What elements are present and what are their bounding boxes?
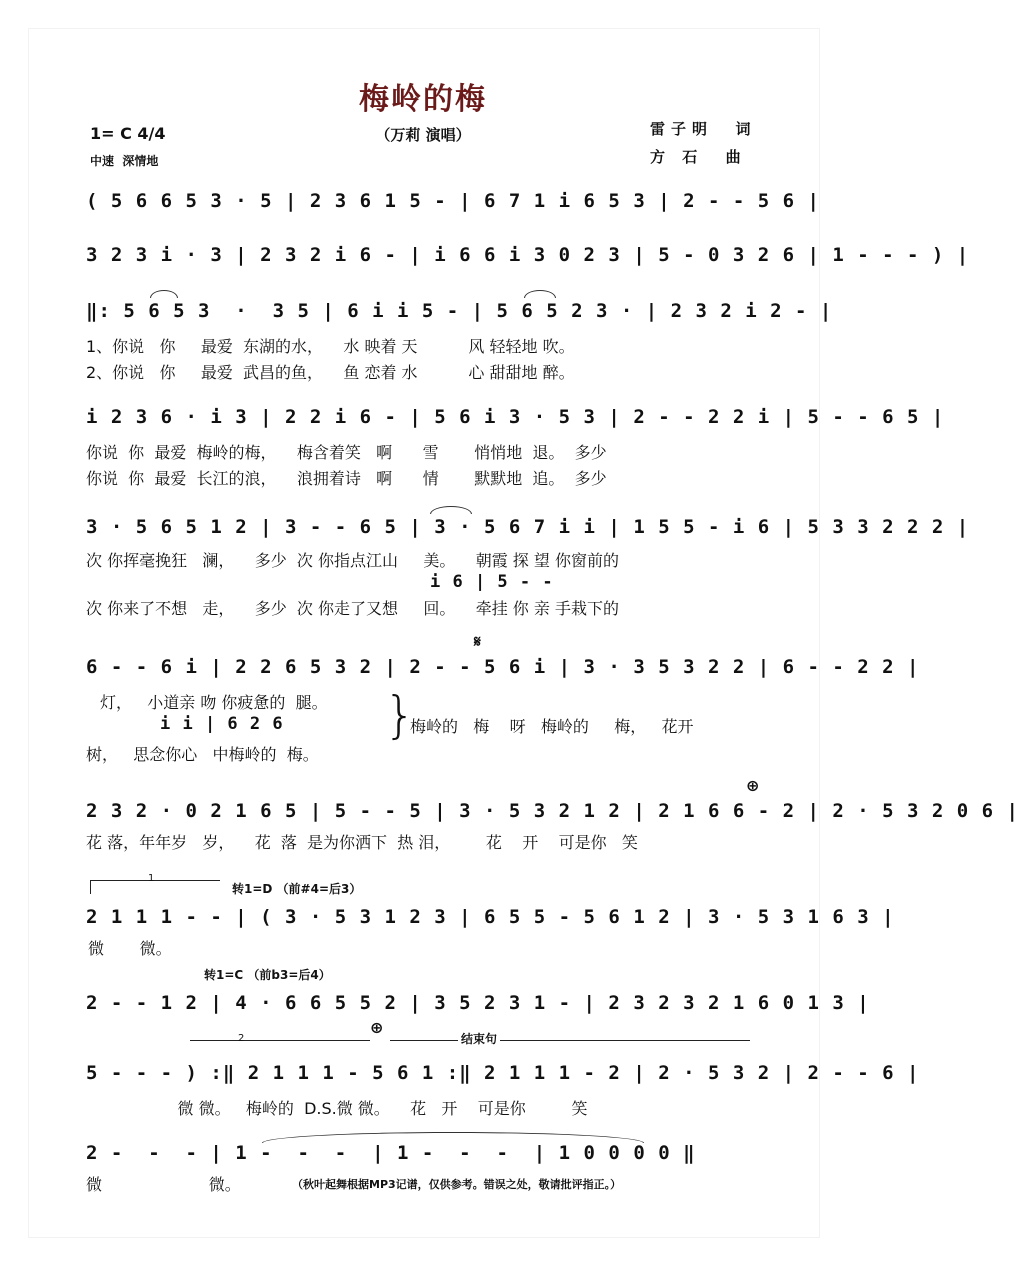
- music-line-3: ‖: 5 6 5 3 · 3 5 | 6 i i 5 - | 5 6 5 2 3 · | 2 3 2 i 2 - |: [86, 300, 833, 322]
- ending-bracket: [390, 1040, 750, 1041]
- lyric-verse1-line-5: 次 你挥毫挽狂 澜， 多少 次 你指点江山 美。 朝霞 探 望 你窗前的: [86, 551, 619, 570]
- alt-music-6: i i | 6 2 6: [160, 714, 284, 734]
- transcriber-footnote: （秋叶起舞根据MP3记谱，仅供参考。错误之处，敬请批评指正。）: [292, 1178, 622, 1191]
- volta-number-2: 2: [238, 1033, 245, 1044]
- music-line-10: 5 - - - ) :‖ 2 1 1 1 - 5 6 1 :‖ 2 1 1 1 - 2 | 2 · 5 3 2 | 2 - - 6 |: [86, 1062, 920, 1084]
- chorus-lyric: 梅岭的 梅 呀 梅岭的 梅， 花开: [410, 717, 694, 736]
- lyric-line-10: 微 微。 梅岭的 D.S.微 微。 花 开 可是你 笑: [86, 1099, 588, 1118]
- coda-icon: ⊕: [746, 776, 760, 795]
- lyric-line-7: 花 落，年年岁 岁， 花 落 是为你洒下 热 泪， 花 开 可是你 笑: [86, 833, 638, 852]
- alt-music-5: i 6 | 5 - -: [430, 572, 554, 592]
- volta-bracket-1: [90, 880, 220, 881]
- lyric-line-8: 微 微。: [88, 939, 172, 958]
- music-line-11: 2 - - - | 1 - - - | 1 - - - | 1 0 0 0 0 ‖: [86, 1142, 696, 1164]
- key-signature: 1= C 4/4: [90, 124, 166, 143]
- music-line-9: 2 - - 1 2 | 4 · 6 6 5 5 2 | 3 5 2 3 1 - | 2 3 2 3 2 1 6 0 1 3 |: [86, 992, 870, 1014]
- segno-icon: 𝄋: [474, 632, 481, 651]
- music-line-2: 3 2 3 i · 3 | 2 3 2 i 6 - | i 6 6 i 3 0 2 3 | 5 - 0 3 2 6 | 1 - - - ) |: [86, 244, 970, 266]
- music-line-1: ( 5 6 6 5 3 · 5 | 2 3 6 1 5 - | 6 7 1 i 6 5 3 | 2 - - 5 6 |: [86, 190, 820, 212]
- lyric-line-11: 微 微。: [86, 1175, 241, 1194]
- music-line-7: 2 3 2 · 0 2 1 6 5 | 5 - - 5 | 3 · 5 3 2 1 2 | 2 1 6 6 - 2 | 2 · 5 3 2 0 6 |: [86, 800, 1019, 822]
- ending-label: 结束句: [458, 1030, 500, 1047]
- composer-credit: 方 石 曲: [650, 148, 747, 166]
- tempo-marking: 中速 深情地: [90, 154, 159, 168]
- music-line-8: 2 1 1 1 - - | ( 3 · 5 3 1 2 3 | 6 5 5 - 5 6 1 2 | 3 · 5 3 1 6 3 |: [86, 906, 895, 928]
- lyric-verse2-line-3: 2、你说 你 最爱 武昌的鱼， 鱼 恋着 水 心 甜甜地 醉。: [86, 363, 575, 382]
- volta-bracket-2: [190, 1040, 370, 1041]
- volta-bracket-edge: [90, 880, 91, 894]
- volta-number-1: 1: [148, 873, 155, 884]
- brace-icon: }: [384, 686, 416, 744]
- lyric-verse1-line-6: 灯， 小道亲 吻 你疲惫的 腿。: [100, 693, 328, 712]
- singer-credit: （万莉 演唱）: [375, 126, 471, 144]
- lyric-verse2-line-5: 次 你来了不想 走， 多少 次 你走了又想 回。 牵挂 你 亲 手栽下的: [86, 599, 619, 618]
- lyric-verse1-line-4: 你说 你 最爱 梅岭的梅， 梅含着笑 啊 雪 悄悄地 退。 多少: [86, 443, 607, 462]
- lyric-verse2-line-4: 你说 你 最爱 长江的浪， 浪拥着诗 啊 情 默默地 追。 多少: [86, 469, 607, 488]
- coda-icon: ⊕: [370, 1018, 384, 1037]
- modulation-to-d: 转1=D （前#4=后3）: [232, 882, 362, 896]
- music-line-5: 3 · 5 6 5 1 2 | 3 - - 6 5 | 3 · 5 6 7 i i | 1 5 5 - i 6 | 5 3 3 2 2 2 |: [86, 516, 970, 538]
- song-title: 梅岭的梅: [359, 82, 487, 117]
- lyricist-credit: 雷子明 词: [650, 120, 757, 138]
- lyric-verse2-line-6: 树， 思念你心 中梅岭的 梅。: [86, 745, 319, 764]
- lyric-verse1-line-3: 1、你说 你 最爱 东湖的水， 水 映着 天 风 轻轻地 吹。: [86, 337, 575, 356]
- music-line-4: i 2 3 6 · i 3 | 2 2 i 6 - | 5 6 i 3 · 5 3 | 2 - - 2 2 i | 5 - - 6 5 |: [86, 406, 945, 428]
- modulation-to-c: 转1=C （前b3=后4）: [204, 968, 331, 982]
- music-line-6: 6 - - 6 i | 2 2 6 5 3 2 | 2 - - 5 6 i | 3 · 3 5 3 2 2 | 6 - - 2 2 |: [86, 656, 920, 678]
